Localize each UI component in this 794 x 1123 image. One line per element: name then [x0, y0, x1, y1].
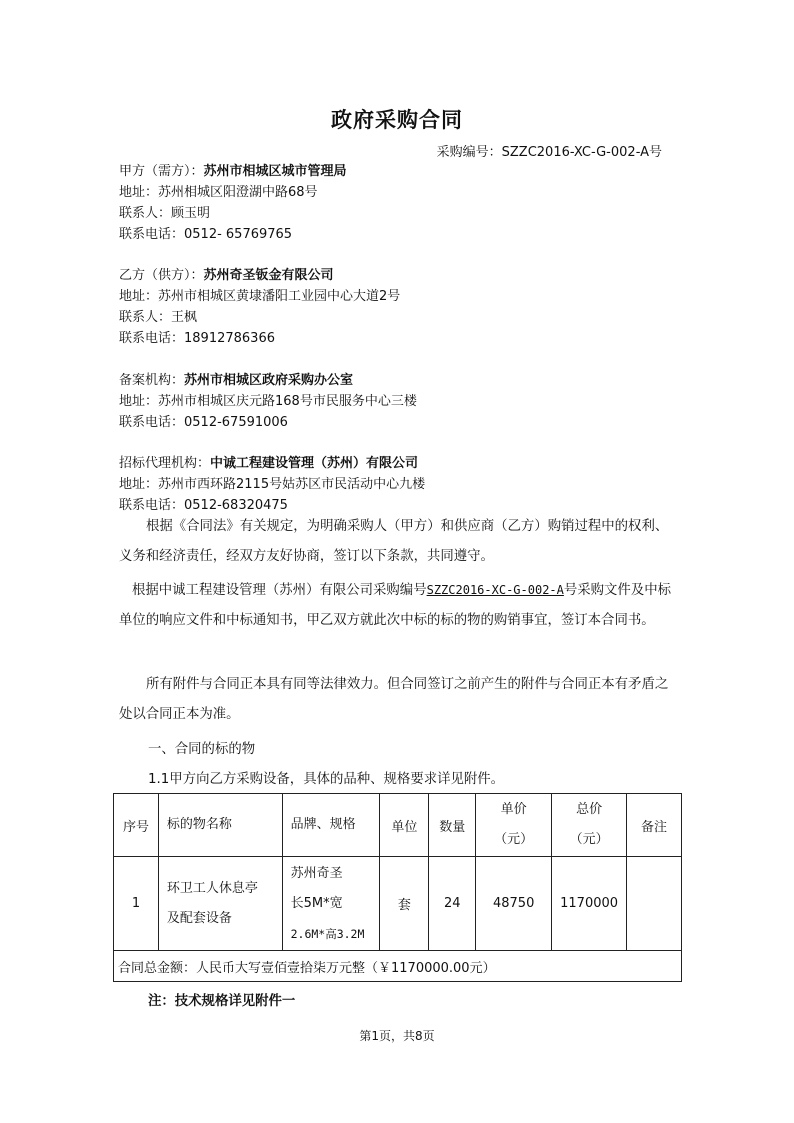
cell-no: 1	[114, 857, 159, 951]
items-table	[113, 793, 682, 982]
cell-total-price: 1170000	[552, 857, 627, 951]
paragraph-attachments: 所有附件与合同正本具有同等法律效力。但合同签订之前产生的附件与合同正本有矛盾之处以合同正本为准。	[119, 677, 669, 722]
header-total-price	[552, 794, 627, 857]
cell-name	[158, 857, 282, 951]
header-unit-price-line2: （元）	[494, 832, 534, 847]
party-b-heading	[119, 264, 334, 283]
cell-remark	[627, 857, 682, 951]
header-unit-price	[476, 794, 552, 857]
header-total-price-line1: 总价	[576, 802, 603, 817]
party-a-label: 甲方（需方）：	[119, 164, 204, 179]
cell-brand	[282, 857, 380, 951]
cell-brand-line3: 2.6M*高3.2M	[290, 926, 365, 941]
filing-address: 地址：苏州市相城区庆元路168号市民服务中心三楼	[119, 394, 417, 409]
section-1-heading: 一、合同的标的物	[148, 742, 256, 757]
header-qty: 数量	[429, 794, 476, 857]
party-a-name: 苏州市相城区城市管理局	[203, 164, 347, 179]
table-header-row	[114, 794, 682, 857]
cell-brand-line2: 长5M*宽	[290, 895, 343, 911]
technical-note	[148, 990, 295, 1009]
agency-phone: 联系电话：0512-68320475	[119, 498, 288, 513]
header-name: 标的物名称	[158, 794, 282, 857]
total-amount: 合同总金额：人民币大写壹佰壹拾柒万元整（￥1170000.00元）	[114, 951, 682, 982]
paragraph-procurement-basis	[119, 575, 677, 636]
party-a-address: 地址：苏州相城区阳澄湖中路68号	[119, 185, 318, 200]
header-total-price-line2: （元）	[569, 832, 609, 847]
para2-code: SZZC2016-XC-G-002-A	[426, 583, 564, 597]
header-remark: 备注	[627, 794, 682, 857]
procurement-number: 采购编号：SZZC2016-XC-G-002-A号	[436, 145, 662, 160]
header-unit-price-line1: 单价	[500, 802, 527, 817]
paragraph-contract-law: 根据《合同法》有关规定，为明确采购人（甲方）和供应商（乙方）购销过程中的权利、义务和经济责任，经双方友好协商，签订以下条款，共同遵守。	[119, 519, 669, 564]
party-b-name: 苏州奇圣钣金有限公司	[203, 268, 334, 283]
party-a-phone: 联系电话：0512- 65769765	[119, 227, 293, 242]
para2-post: 号采购文件及中标单位的响应文件和中标通知书，甲乙双方就此次中标的标的物的购销事宜，签订本合同书。	[119, 583, 671, 628]
party-b-label: 乙方（供方）：	[119, 268, 204, 283]
agency-heading	[119, 452, 418, 471]
section-1-1-text: 1.1甲方向乙方采购设备，具体的品种、规格要求详见附件。	[148, 772, 505, 787]
cell-qty: 24	[429, 857, 476, 951]
agency-label: 招标代理机构：	[119, 456, 211, 471]
party-b-address: 地址：苏州市相城区黄埭潘阳工业园中心大道2号	[119, 289, 401, 304]
party-b-phone: 联系电话：18912786366	[119, 331, 275, 346]
party-a-contact: 联系人：顾玉明	[119, 206, 211, 221]
header-brand: 品牌、规格	[282, 794, 380, 857]
agency-address: 地址：苏州市西环路2115号姑苏区市民活动中心九楼	[119, 477, 426, 492]
page-title: 政府采购合同	[331, 108, 463, 132]
page-footer: 第1页，共8页	[359, 1029, 435, 1043]
filing-phone: 联系电话：0512-67591006	[119, 415, 288, 430]
party-a-heading	[119, 160, 347, 179]
cell-name-line1: 环卫工人休息亭	[166, 880, 258, 896]
table-row	[114, 857, 682, 951]
header-no: 序号	[114, 794, 159, 857]
table-total-row	[114, 951, 682, 982]
para2-pre: 根据中诚工程建设管理（苏州）有限公司采购编号	[132, 583, 427, 598]
filing-heading	[119, 369, 353, 388]
filing-name: 苏州市相城区政府采购办公室	[184, 373, 354, 388]
filing-label: 备案机构：	[119, 373, 185, 388]
agency-name: 中诚工程建设管理（苏州）有限公司	[210, 456, 419, 471]
party-b-contact: 联系人：王枫	[119, 310, 198, 325]
header-unit: 单位	[380, 794, 429, 857]
cell-name-line2: 及配套设备	[166, 910, 232, 926]
cell-unit: 套	[380, 857, 429, 951]
technical-note-text: 注：技术规格详见附件一	[148, 994, 296, 1009]
cell-brand-line1: 苏州奇圣	[290, 865, 343, 881]
cell-unit-price: 48750	[476, 857, 552, 951]
